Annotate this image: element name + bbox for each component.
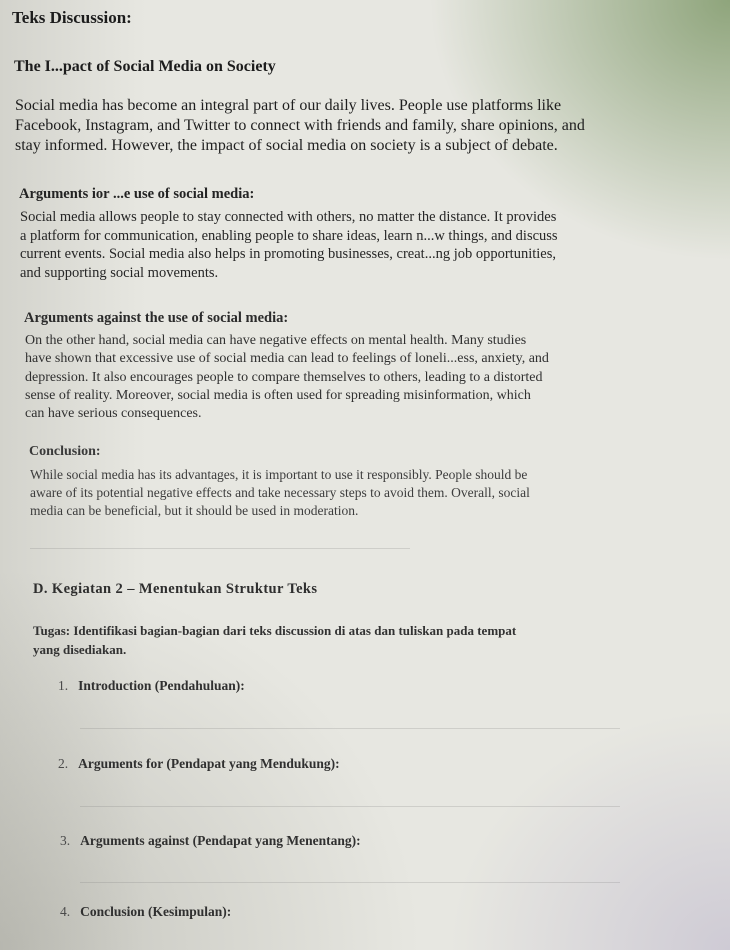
item-label: Conclusion (Kesimpulan): [80,904,232,919]
item-number: 4. [60,904,71,919]
conclusion-line: While social media has its advantages, it is important to use it responsibly. People should be [30,467,528,482]
arguments-for-line: a platform for communication, enabling people to share ideas, learn n...w things, and discuss [20,227,558,244]
arguments-for-line: and supporting social movements. [20,264,219,281]
arguments-against-line: sense of reality. Moreover, social media is often used for spreading misinformation, which [25,387,531,403]
intro-line: stay informed. However, the impact of social media on society is a subject of debate. [15,137,558,154]
conclusion-heading: Conclusion: [29,444,101,459]
arguments-against-line: can have serious consequences. [25,406,202,422]
item-number: 3. [60,833,71,848]
teks-discussion-heading: Teks Discussion: [12,8,132,27]
item-label: Arguments against (Pendapat yang Menentang): [80,833,361,848]
structure-item-arguments-against [60,833,361,849]
arguments-for-line: Social media allows people to stay connected with others, no matter the distance. It provides [20,209,557,225]
task-line: yang disediakan. [33,642,127,657]
item-number: 2. [58,756,69,771]
answer-line [80,728,620,729]
intro-line: Facebook, Instagram, and Twitter to connect with friends and family, share opinions, and [15,117,585,134]
intro-line: Social media has become an integral part of our daily lives. People use platforms like [15,97,562,114]
arguments-for-heading: Arguments ior ...e use of social media: [19,186,255,202]
answer-line [80,806,620,807]
arguments-against-paragraph [25,332,549,423]
task-instructions [33,621,516,659]
conclusion-line: aware of its potential negative effects and take necessary steps to avoid them. Overall, social [30,485,530,500]
introduction-paragraph [15,96,585,156]
task-text: Identifikasi bagian-bagian dari teks discussion di atas dan tuliskan pada tempat [73,623,517,638]
activity-heading: D. Kegiatan 2 – Menentukan Struktur Teks [33,581,318,597]
conclusion-line: media can be beneficial, but it should be used in moderation. [30,503,359,518]
task-label: Tugas: [33,623,71,638]
arguments-against-line: depression. It also encourages people to compare themselves to others, leading to a distorted [25,369,543,385]
text-title: The I...pact of Social Media on Society [14,58,276,75]
structure-item-introduction [58,678,245,694]
arguments-against-heading: Arguments against the use of social media: [24,310,289,326]
arguments-against-line: On the other hand, social media can have negative effects on mental health. Many studies [25,333,527,348]
conclusion-paragraph [30,466,530,520]
arguments-against-line: have shown that excessive use of social media can lead to feelings of loneli...ess, anxiety, and [25,351,549,367]
structure-item-arguments-for [58,756,340,772]
divider [30,548,410,549]
item-label: Arguments for (Pendapat yang Mendukung): [78,756,340,771]
task-line [33,621,516,640]
structure-item-conclusion [60,904,231,920]
item-label: Introduction (Pendahuluan): [78,678,245,693]
arguments-for-line: current events. Social media also helps in promoting businesses, creat...ng job opportunities, [20,246,556,262]
answer-line [80,882,620,883]
item-number: 1. [58,678,69,693]
arguments-for-paragraph [20,208,558,282]
